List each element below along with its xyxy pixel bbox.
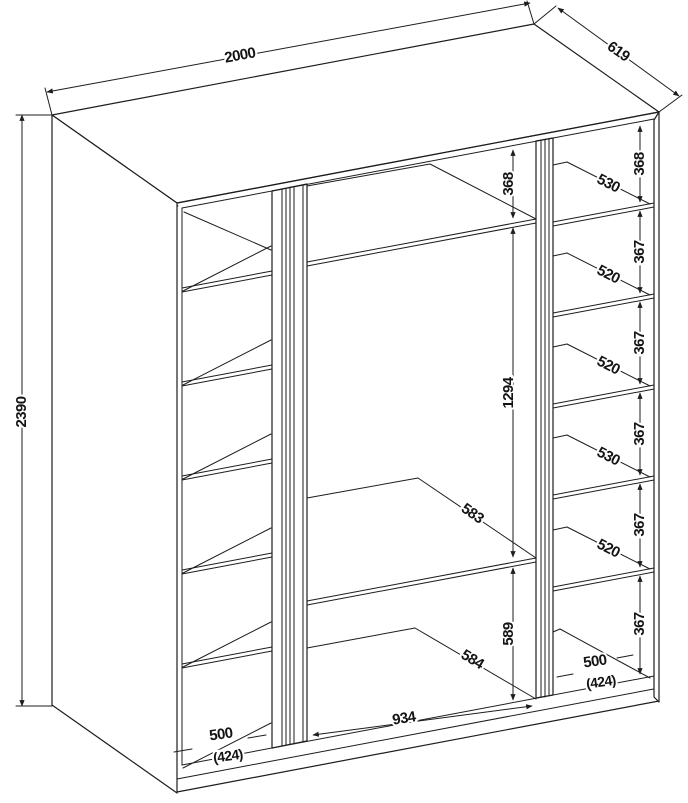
dim-right-gap-1: 368: [630, 152, 648, 176]
dim-right-gap-3: 367: [630, 331, 648, 355]
label-right-column-bottom-width: [557, 651, 633, 691]
dim-right-bottom-width: 500: [582, 651, 608, 672]
label-left-column-bottom-width: [174, 724, 266, 765]
central-double-partition: [272, 184, 307, 748]
dim-right-gap-5: 367: [630, 513, 648, 537]
right-side-panel: [654, 112, 659, 702]
dim-overall-depth: 619: [603, 37, 633, 66]
middle-compartment-shelves: [307, 164, 536, 699]
left-side-panel: [52, 115, 177, 793]
dim-middle-shelf-depth: 583: [457, 499, 487, 528]
left-column-shelves: [182, 212, 272, 768]
dim-right-shelf-depth-4: 530: [594, 443, 623, 470]
dim-left-bottom-width: 500: [208, 724, 234, 745]
dim-left-bottom-width-alt: (424): [212, 745, 244, 766]
dim-middle-bottom-gap: 589: [499, 622, 517, 646]
dim-middle-floor-depth: 584: [457, 646, 487, 673]
right-partition: [536, 138, 553, 698]
dim-right-shelf-depth-2: 520: [594, 261, 623, 288]
cabinet-shell: [52, 24, 659, 793]
dim-right-shelf-depth-3: 520: [594, 352, 623, 379]
dim-middle-top-gap: 368: [499, 172, 517, 196]
dim-right-bottom-width-alt: (424): [585, 671, 617, 692]
dim-right-shelf-depth-5: 520: [594, 535, 623, 562]
dim-right-shelf-depth-1: 530: [594, 170, 623, 197]
dim-overall-height: 2390: [12, 396, 30, 428]
dim-right-gap-6: 367: [630, 612, 648, 636]
dim-middle-floor-width: 934: [391, 708, 417, 729]
dim-overall-width: 2000: [223, 44, 257, 67]
dimension-right-column-depths: [594, 171, 623, 562]
dimension-middle-column: [313, 150, 532, 735]
top-panel: [52, 24, 659, 203]
dim-right-gap-4: 367: [630, 422, 648, 446]
dimension-overall-height: [13, 115, 52, 706]
dim-right-gap-2: 367: [630, 240, 648, 264]
dim-middle-main-height: 1294: [499, 377, 517, 409]
right-column-shelves: [553, 162, 654, 678]
